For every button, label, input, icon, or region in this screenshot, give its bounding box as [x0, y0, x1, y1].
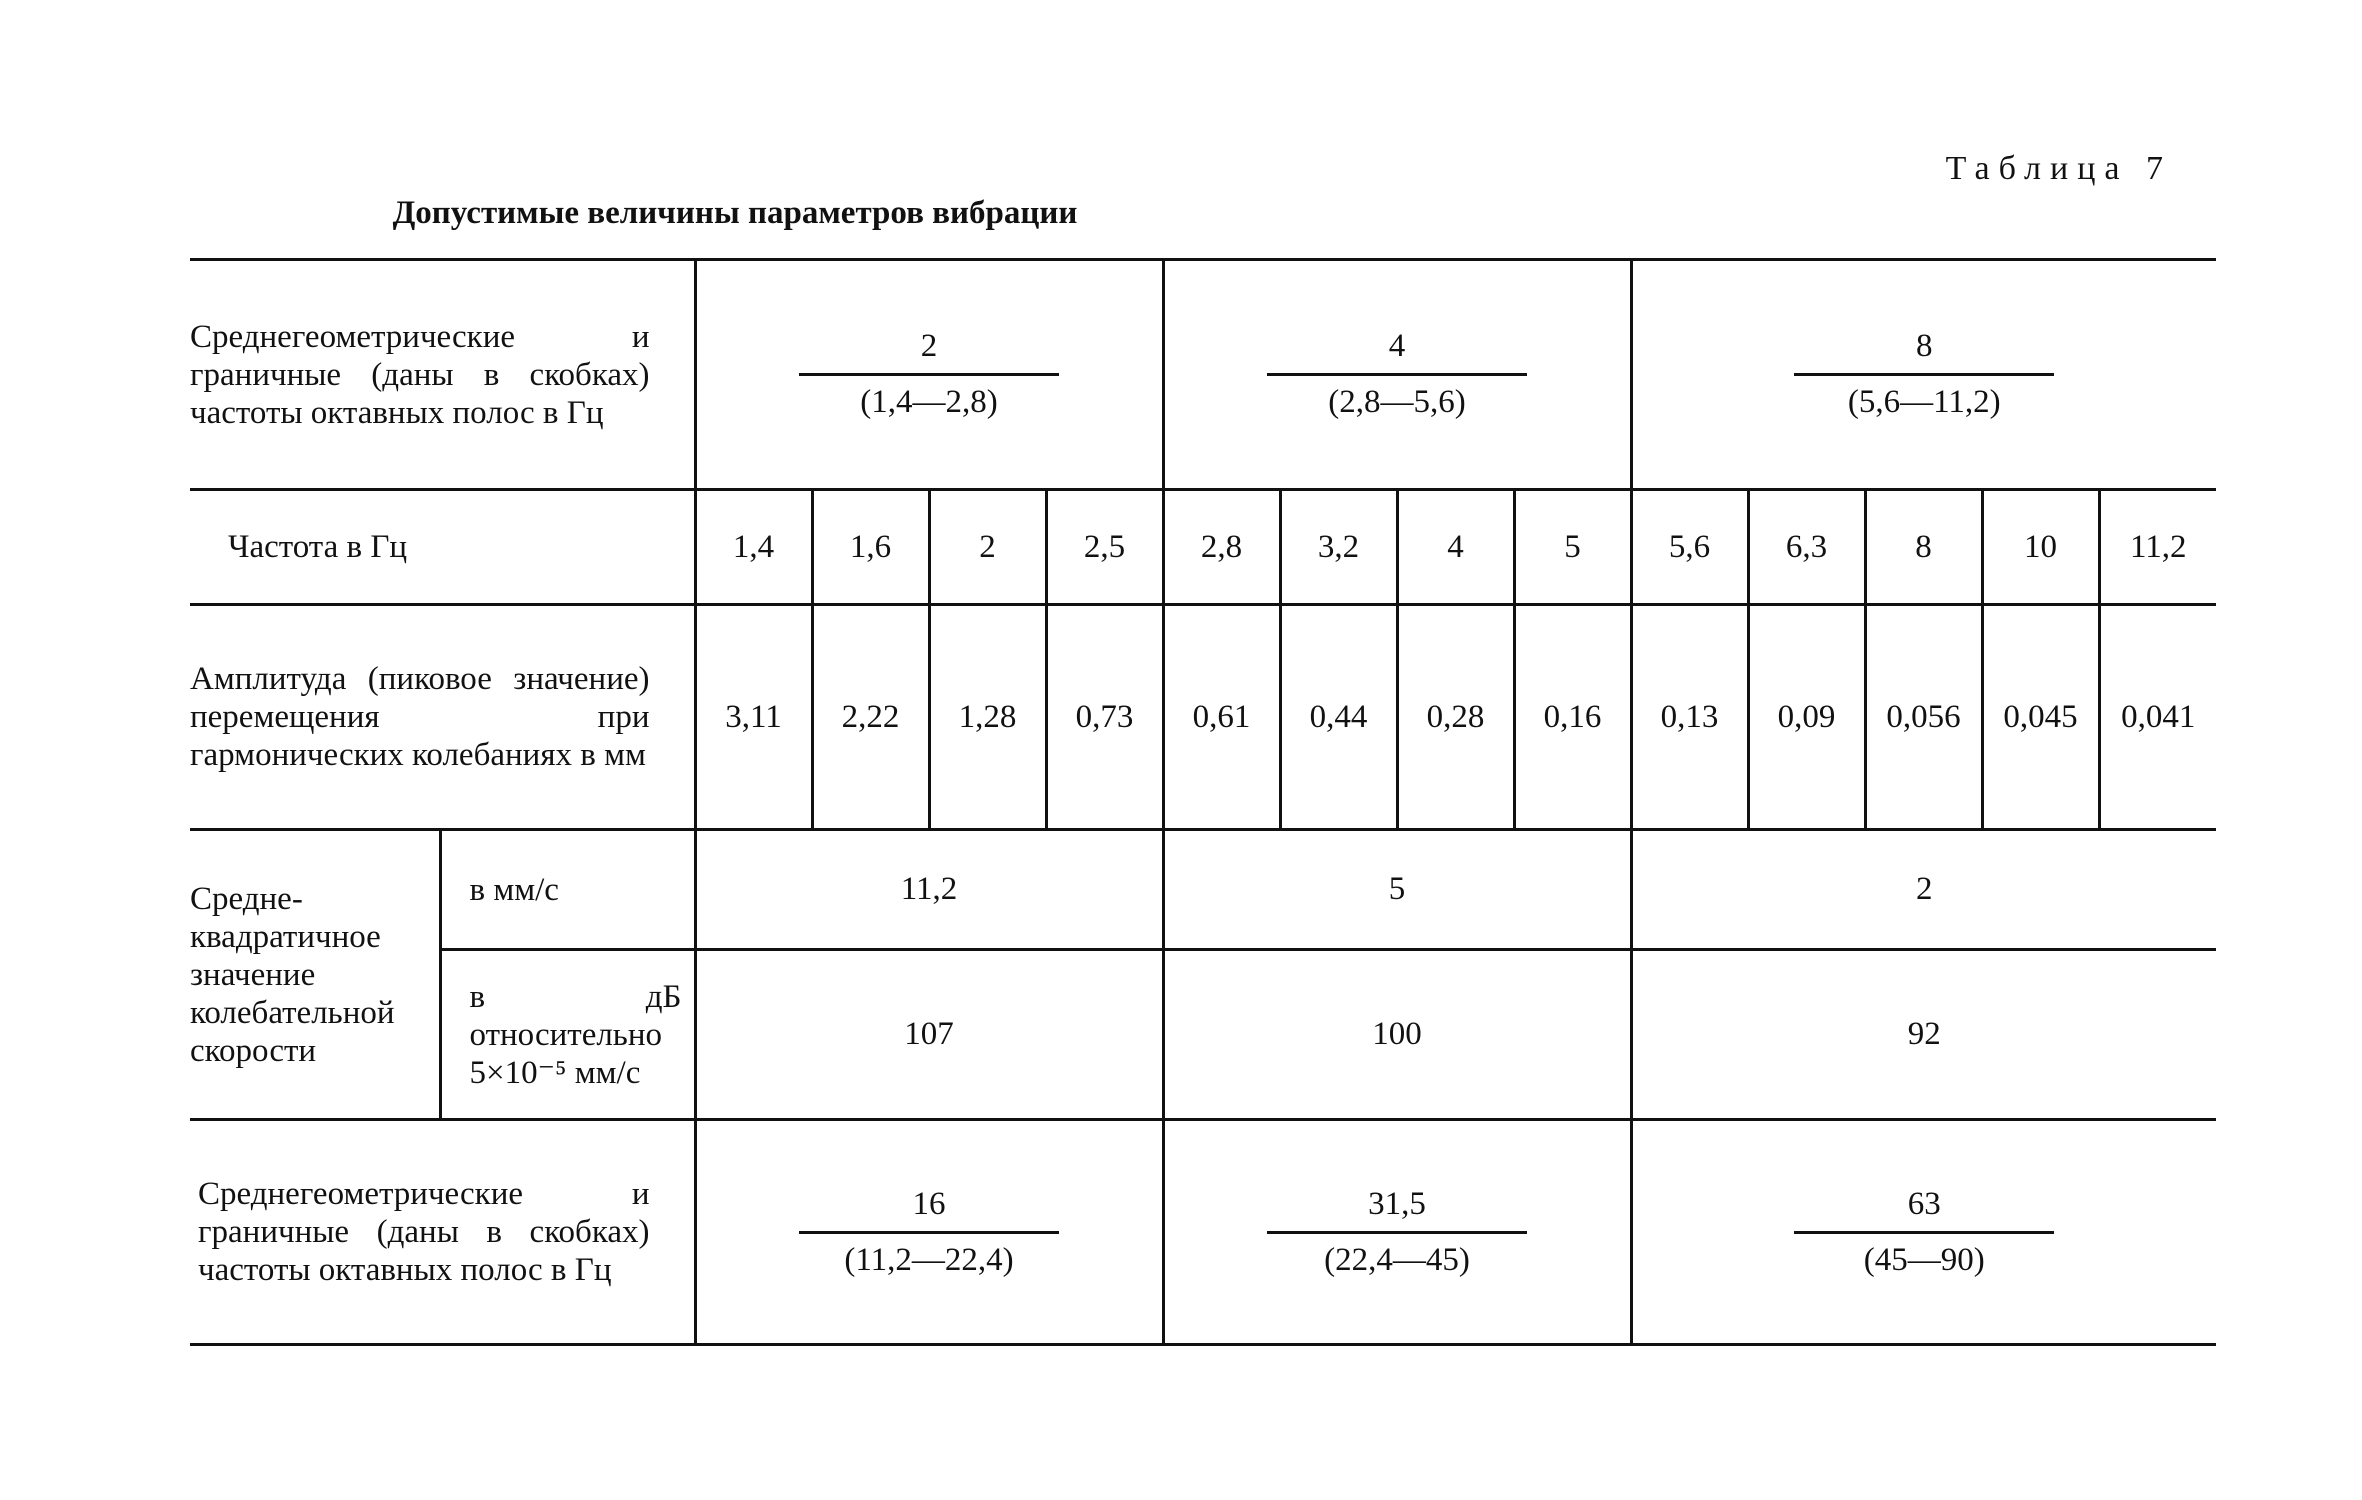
octave-band-cell	[695, 260, 1163, 490]
octave-range: (11,2—22,4)	[844, 1241, 1014, 1278]
table-row	[190, 490, 2216, 605]
rms-db-cell: 107	[695, 950, 1163, 1120]
table-row	[190, 605, 2216, 830]
octave-band-cell	[1631, 260, 2216, 490]
octave-center: 16	[799, 1186, 1059, 1234]
frequency-cell: 5	[1514, 490, 1631, 605]
frequency-cell: 3,2	[1280, 490, 1397, 605]
frequency-cell: 2	[929, 490, 1046, 605]
table-number: Таблица 7	[1945, 150, 2172, 187]
frequency-cell: 4	[1397, 490, 1514, 605]
octave-center: 4	[1267, 328, 1527, 376]
vibration-table	[190, 258, 2216, 1346]
octave-center: 63	[1794, 1186, 2054, 1234]
amplitude-cell: 3,11	[695, 605, 812, 830]
amplitude-cell: 0,44	[1280, 605, 1397, 830]
amplitude-cell: 0,73	[1046, 605, 1163, 830]
amplitude-cell: 0,056	[1865, 605, 1982, 830]
rms-velocity-label: Средне-квадратичное значение колебательной скорости	[190, 830, 440, 1120]
octave-band-cell	[695, 1120, 1163, 1345]
table-title-text: Допустимые величины параметров вибрации	[392, 195, 1078, 231]
octave-range: (5,6—11,2)	[1847, 384, 2001, 420]
frequency-cell: 11,2	[2099, 490, 2216, 605]
rms-mms-cell: 5	[1163, 830, 1631, 950]
frequency-cell: 8	[1865, 490, 1982, 605]
frequency-cell: 1,6	[812, 490, 929, 605]
rms-mms-label: в мм/с	[440, 830, 695, 950]
rms-mms-cell: 2	[1631, 830, 2216, 950]
octave-center: 2	[799, 328, 1059, 376]
frequency-cell: 5,6	[1631, 490, 1748, 605]
amplitude-cell: 1,28	[929, 605, 1046, 830]
amplitude-cell: 0,28	[1397, 605, 1514, 830]
rms-db-label: в дБ относительно 5×10⁻⁵ мм/с	[440, 950, 695, 1120]
frequency-cell: 1,4	[695, 490, 812, 605]
table-row	[190, 950, 2216, 1120]
amplitude-cell: 2,22	[812, 605, 929, 830]
octave-band-cell	[1631, 1120, 2216, 1345]
rms-mms-cell: 11,2	[695, 830, 1163, 950]
frequency-cell: 2,8	[1163, 490, 1280, 605]
frequency-cell: 6,3	[1748, 490, 1865, 605]
octave-range: (22,4—45)	[1324, 1241, 1470, 1278]
table-title	[0, 195, 1540, 232]
octave-center: 8	[1794, 328, 2054, 376]
octave-band-cell	[1163, 1120, 1631, 1345]
octave-range: (45—90)	[1863, 1241, 1985, 1278]
table-row	[190, 830, 2216, 950]
amplitude-cell: 0,61	[1163, 605, 1280, 830]
amplitude-cell: 0,09	[1748, 605, 1865, 830]
table-row	[190, 1120, 2216, 1345]
amplitude-cell: 0,041	[2099, 605, 2216, 830]
frequency-cell: 2,5	[1046, 490, 1163, 605]
amplitude-cell: 0,16	[1514, 605, 1631, 830]
amplitude-cell: 0,13	[1631, 605, 1748, 830]
frequency-cell: 10	[1982, 490, 2099, 605]
octave-band-cell	[1163, 260, 1631, 490]
octave-range: (1,4—2,8)	[860, 384, 998, 420]
amplitude-label: Амплитуда (пиковое значение) перемещения при гармонических колебаниях в мм	[190, 605, 695, 830]
octave-bands-label-2: Среднегеометрические и граничные (даны в скобках) частоты октавных полос в Гц	[190, 1120, 695, 1345]
amplitude-cell: 0,045	[1982, 605, 2099, 830]
rms-db-cell: 100	[1163, 950, 1631, 1120]
octave-bands-label: Среднегеометрические и граничные (даны в скобках) частоты октавных полос в Гц	[190, 260, 695, 490]
table-row	[190, 260, 2216, 490]
rms-db-cell: 92	[1631, 950, 2216, 1120]
frequency-label: Частота в Гц	[190, 490, 695, 605]
octave-center: 31,5	[1267, 1186, 1527, 1234]
octave-range: (2,8—5,6)	[1328, 384, 1466, 420]
